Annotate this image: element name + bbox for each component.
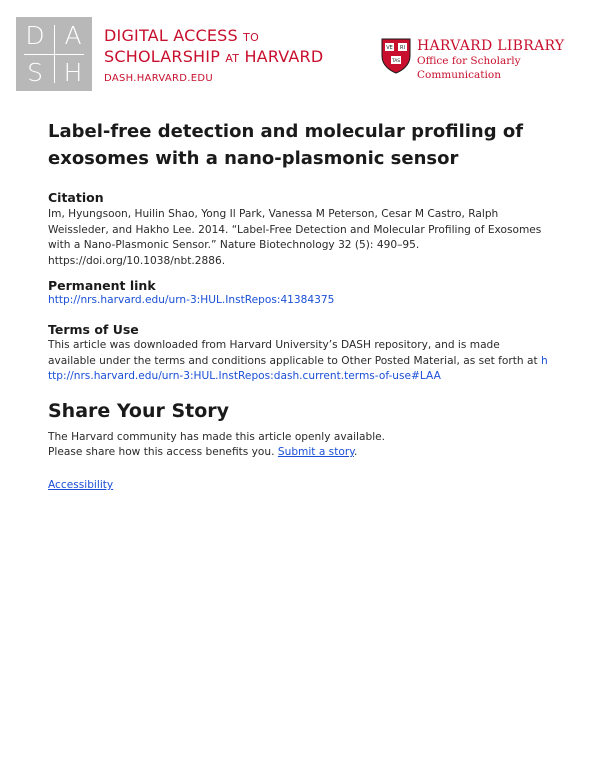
harvard-library-wordmark bbox=[417, 38, 600, 82]
terms-link[interactable]: http://nrs.harvard.edu/urn-3:HUL.InstRepos:dash.current.terms-of-use#LAA bbox=[48, 354, 548, 382]
accessibility-link[interactable]: Accessibility bbox=[48, 479, 114, 491]
dash-wordmark bbox=[104, 26, 323, 84]
dash-title-line2 bbox=[104, 47, 323, 68]
harvard-library-title: HARVARD LIBRARY bbox=[417, 38, 565, 54]
dash-title-line1 bbox=[104, 26, 323, 47]
article-title: Label-free detection and molecular profiling of exosomes with a nano-plasmonic sensor bbox=[48, 121, 524, 169]
dash-logo bbox=[16, 17, 92, 91]
submit-story-link[interactable]: Submit a story bbox=[277, 446, 354, 458]
share-line2-prefix: Please share how this access benefits you. bbox=[48, 446, 275, 458]
terms-text: This article was downloaded from Harvard University’s DASH repository, and is made available under the terms and conditions applicable to Other Posted Material, as set forth at bbox=[48, 339, 538, 367]
dash-logo-letter-s: S bbox=[27, 58, 43, 87]
permanent-link[interactable]: http://nrs.harvard.edu/urn-3:HUL.InstRepos:41384375 bbox=[48, 294, 335, 306]
terms-heading: Terms of Use bbox=[48, 322, 139, 337]
dash-logo-letter-a: A bbox=[64, 21, 82, 50]
permanent-link-heading: Permanent link bbox=[48, 278, 156, 293]
harvard-library-subtitle: Office for Scholarly Communication bbox=[417, 55, 521, 81]
dash-logo-letter-d: D bbox=[25, 21, 45, 50]
dash-title-line1-main: DIGITAL ACCESS bbox=[104, 26, 238, 45]
share-line2 bbox=[48, 445, 548, 461]
dash-title-line2-main: SCHOLARSHIP bbox=[104, 47, 221, 66]
dash-title-line1-small: TO bbox=[243, 31, 259, 44]
citation-text: Im, Hyungsoon, Huilin Shao, Yong Il Park, Vanessa M Peterson, Cesar M Castro, Ralph Weissleder, and Hakho Lee. 2014. “Label-Free Detection and Molecular Profiling of Exosomes with a Nano-Plasmonic Sensor.” Nature Biotechnology 32 (5): 490–95. https://doi.org/10.1038/nbt.2886. bbox=[48, 208, 542, 267]
share-line2-suffix: . bbox=[353, 446, 358, 458]
dash-url: DASH.HARVARD.EDU bbox=[104, 73, 214, 84]
harvard-shield-icon bbox=[381, 38, 411, 74]
shield-text-ri: RI bbox=[400, 45, 405, 51]
dash-logo-letter-h: H bbox=[63, 58, 83, 87]
terms-paragraph bbox=[48, 338, 548, 385]
shield-text-ve: VE bbox=[386, 45, 393, 51]
share-line1: The Harvard community has made this article openly available. bbox=[48, 431, 386, 443]
dash-title-line2-small: AT bbox=[225, 52, 240, 65]
shield-text-tas: TAS bbox=[391, 59, 401, 64]
dash-title-line2-end: HARVARD bbox=[244, 47, 324, 66]
share-heading: Share Your Story bbox=[48, 400, 230, 422]
citation-heading: Citation bbox=[48, 190, 104, 205]
dash-logo-divider-horizontal bbox=[24, 54, 84, 55]
